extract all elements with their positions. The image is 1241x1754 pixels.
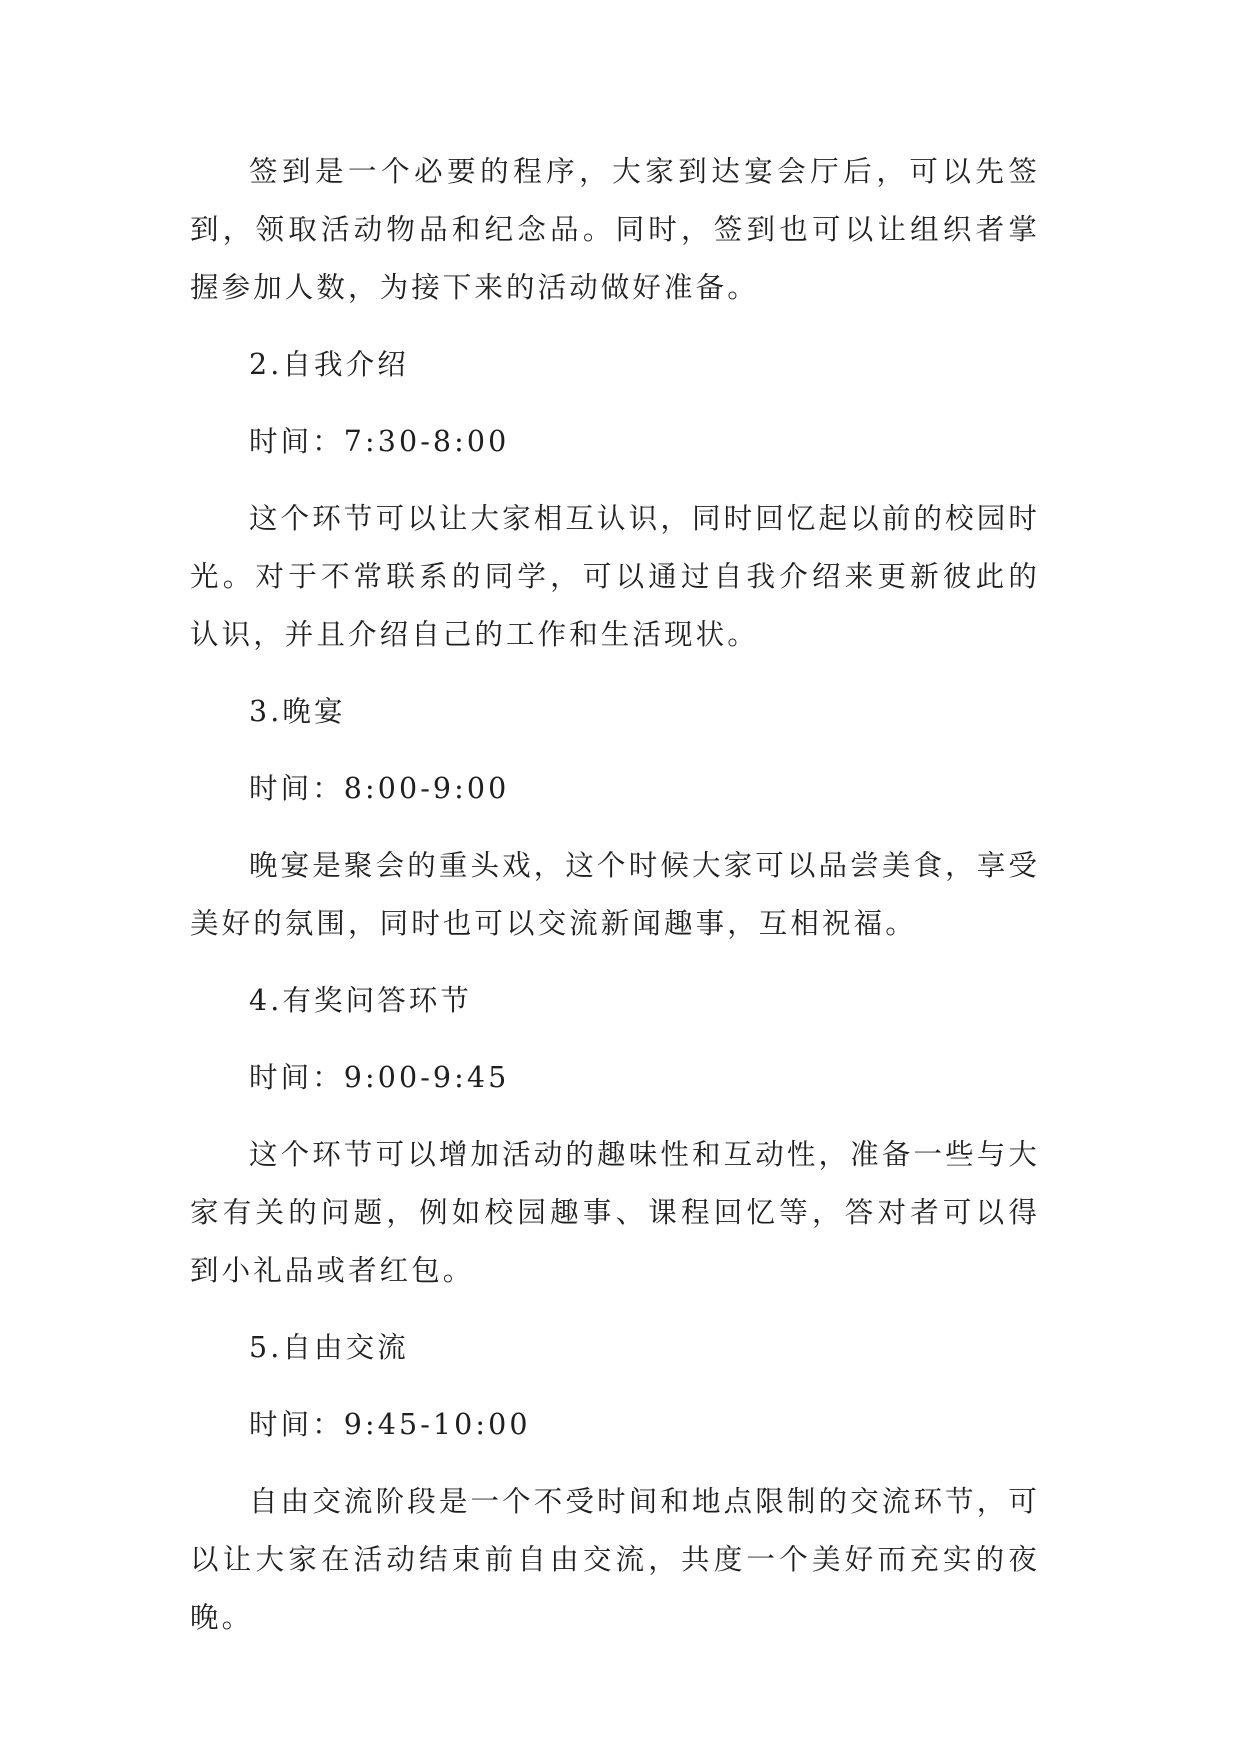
- paragraph-sign-in: 签到是一个必要的程序，大家到达宴会厅后，可以先签到，领取活动物品和纪念品。同时，签到也可以让组织者掌握参加人数，为接下来的活动做好准备。: [190, 155, 1040, 304]
- paragraph-dinner: 晚宴是聚会的重头戏，这个时候大家可以品尝美食，享受美好的氛围，同时也可以交流新闻趣事，互相祝福。: [190, 849, 1040, 940]
- section-heading-dinner: 3.晚宴: [249, 695, 346, 728]
- paragraph-self-introduction: 这个环节可以让大家相互认识，同时回忆起以前的校园时光。对于不常联系的同学，可以通过自我介绍来更新彼此的认识，并且介绍自己的工作和生活现状。: [190, 502, 1040, 651]
- section-heading-free-exchange: 5.自由交流: [249, 1331, 409, 1364]
- section-time-free-exchange: 时间：9:45-10:00: [249, 1408, 531, 1441]
- paragraph-quiz: 这个环节可以增加活动的趣味性和互动性，准备一些与大家有关的问题，例如校园趣事、课程回忆等，答对者可以得到小礼品或者红包。: [190, 1138, 1040, 1287]
- section-heading-quiz: 4.有奖问答环节: [249, 984, 472, 1017]
- section-time-self-introduction: 时间：7:30-8:00: [249, 425, 510, 458]
- paragraph-free-exchange: 自由交流阶段是一个不受时间和地点限制的交流环节，可以让大家在活动结束前自由交流，共度一个美好而充实的夜晚。: [190, 1485, 1040, 1634]
- document-body: [190, 143, 1040, 1666]
- section-time-quiz: 时间：9:00-9:45: [249, 1061, 510, 1094]
- section-time-dinner: 时间：8:00-9:00: [249, 772, 510, 805]
- section-heading-self-introduction: 2.自我介绍: [249, 348, 409, 381]
